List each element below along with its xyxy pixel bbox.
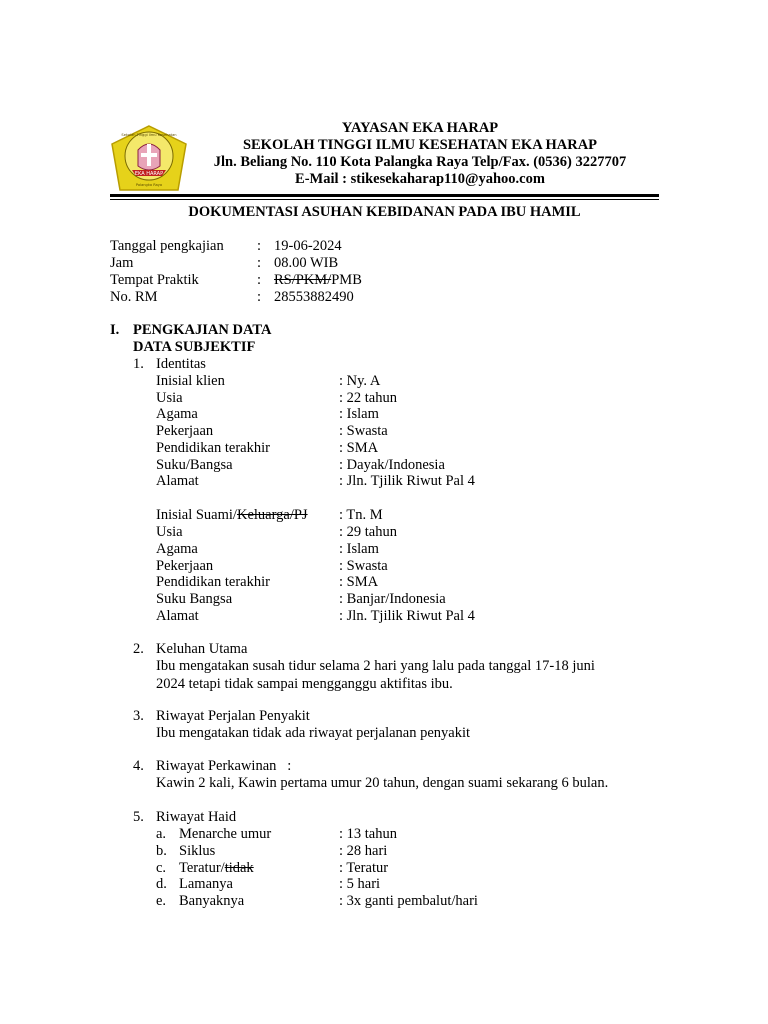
identity-value: : Islam: [339, 541, 379, 557]
keluhan-text-1: Ibu mengatakan susah tidur selama 2 hari yang lalu pada tanggal 17-18 juni: [156, 658, 595, 674]
logo-banner-text: EKA HARAP: [134, 171, 164, 177]
meta-colon: :: [257, 238, 262, 254]
meta-colon: :: [257, 255, 262, 271]
identity-value: : SMA: [339, 440, 379, 456]
identity-value-text: Swasta: [346, 423, 388, 439]
letterhead-line-2: SEKOLAH TINGGI ILMU KESEHATAN EKA HARAP: [242, 137, 598, 153]
penyakit-heading: Riwayat Perjalan Penyakit: [156, 708, 310, 724]
suami-label: [156, 507, 308, 524]
identity-value-text: Swasta: [346, 558, 388, 574]
suami-value: : Tn. M: [339, 507, 383, 523]
haid-label: Menarche umur: [179, 826, 272, 842]
penyakit-text: Ibu mengatakan tidak ada riwayat perjalanan penyakit: [156, 725, 471, 741]
letterhead-email: E-Mail : stikesekaharap110@yahoo.com: [295, 171, 545, 187]
identity-value-text: 29 tahun: [346, 524, 397, 540]
identity-label: Inisial klien: [156, 373, 225, 389]
meta-value-date: 19-06-2024: [274, 238, 342, 254]
identity-value-text: SMA: [346, 440, 379, 456]
identity-label: Pekerjaan: [156, 423, 214, 439]
meta-place-struck: RS/PKM/: [274, 272, 332, 288]
suami-label-struck: Keluarga/PJ: [236, 507, 308, 523]
haid-value-text: 3x ganti pembalut/hari: [346, 893, 478, 909]
header-rule-thick: [110, 194, 659, 197]
meta-place-value: PMB: [331, 272, 362, 288]
document-title: DOKUMENTASI ASUHAN KEBIDANAN PADA IBU HAMIL: [188, 204, 581, 220]
keluhan-text-2: 2024 tetapi tidak sampai mengganggu aktifitas ibu.: [156, 676, 453, 692]
identity-value: : SMA: [339, 574, 379, 590]
letterhead-address: Jln. Beliang No. 110 Kota Palangka Raya Telp/Fax. (0536) 3227707: [213, 154, 627, 170]
identity-value-text: Jln. Tjilik Riwut Pal 4: [346, 473, 475, 489]
keluhan-heading: Keluhan Utama: [156, 641, 248, 657]
header-rule-thin: [110, 199, 659, 200]
identitas-heading: Identitas: [156, 356, 206, 372]
haid-letter: c.: [156, 860, 167, 876]
identity-label: Alamat: [156, 608, 199, 624]
perkawinan-text: Kawin 2 kali, Kawin pertama umur 20 tahun, dengan suami sekarang 6 bulan.: [156, 775, 609, 791]
meta-colon: :: [257, 272, 262, 288]
meta-value-time: 08.00 WIB: [274, 255, 339, 271]
identity-value: : Swasta: [339, 558, 388, 574]
identity-value: : Banjar/Indonesia: [339, 591, 446, 607]
meta-value-rm: 28553882490: [274, 289, 354, 305]
institution-logo: [110, 124, 188, 194]
haid-label: Banyaknya: [179, 893, 245, 909]
section-number: I.: [110, 322, 120, 338]
identity-label: Usia: [156, 390, 183, 406]
logo-top-text: Sekolah Tinggi Ilmu Kesehatan: [121, 133, 177, 137]
identity-value-text: SMA: [346, 574, 379, 590]
identity-value-text: Islam: [346, 541, 379, 557]
identity-label: Pekerjaan: [156, 558, 214, 574]
meta-value-place: [274, 272, 362, 289]
item-number: 1.: [133, 356, 144, 372]
item-number: 5.: [133, 809, 144, 825]
identity-value-text: Jln. Tjilik Riwut Pal 4: [346, 608, 475, 624]
haid-letter: b.: [156, 843, 167, 859]
item-number: 2.: [133, 641, 144, 657]
identity-value-text: 22 tahun: [346, 390, 397, 406]
section-title: PENGKAJIAN DATA: [133, 322, 272, 338]
identity-label: Pendidikan terakhir: [156, 574, 270, 590]
item-number: 4.: [133, 758, 144, 774]
identity-label: Suku/Bangsa: [156, 457, 233, 473]
identity-value-text: Ny. A: [346, 373, 381, 389]
haid-label: Siklus: [179, 843, 216, 859]
identity-value: : Jln. Tjilik Riwut Pal 4: [339, 608, 475, 624]
haid-value-text: 13 tahun: [346, 826, 397, 842]
meta-colon: :: [257, 289, 262, 305]
haid-value: : 28 hari: [339, 843, 388, 859]
letterhead-line-1: YAYASAN EKA HARAP: [341, 120, 499, 136]
haid-value: : 13 tahun: [339, 826, 397, 842]
haid-letter: e.: [156, 893, 167, 909]
meta-label-date: Tanggal pengkajian: [110, 238, 224, 254]
haid-label-plain: Teratur/: [179, 860, 225, 876]
identity-label: Usia: [156, 524, 183, 540]
haid-letter: a.: [156, 826, 167, 842]
haid-value: : 5 hari: [339, 876, 381, 892]
haid-letter: d.: [156, 876, 167, 892]
haid-heading: Riwayat Haid: [156, 809, 237, 825]
haid-value-text: Teratur: [346, 860, 389, 876]
identity-value: : Islam: [339, 406, 379, 422]
haid-value: : 3x ganti pembalut/hari: [339, 893, 478, 909]
identity-label: Suku Bangsa: [156, 591, 233, 607]
suami-initial: Tn. M: [346, 507, 383, 523]
identity-value: : 29 tahun: [339, 524, 397, 540]
meta-label-rm: No. RM: [110, 289, 158, 305]
identity-label: Agama: [156, 406, 198, 422]
identity-value: : Jln. Tjilik Riwut Pal 4: [339, 473, 475, 489]
identity-value: : Ny. A: [339, 373, 381, 389]
suami-label-plain: Inisial Suami/: [156, 507, 237, 523]
haid-label: Lamanya: [179, 876, 233, 892]
haid-label: [179, 860, 254, 877]
identity-value-text: Islam: [346, 406, 379, 422]
identity-value: : Swasta: [339, 423, 388, 439]
identity-label: Pendidikan terakhir: [156, 440, 270, 456]
identity-value: : Dayak/Indonesia: [339, 457, 445, 473]
haid-value: : Teratur: [339, 860, 389, 876]
identity-label: Agama: [156, 541, 198, 557]
haid-value-text: 28 hari: [346, 843, 388, 859]
perkawinan-heading: Riwayat Perkawinan :: [156, 758, 292, 774]
identity-value-text: Dayak/Indonesia: [346, 457, 445, 473]
haid-label-struck: tidak: [224, 860, 254, 876]
identity-label: Alamat: [156, 473, 199, 489]
identity-value-text: Banjar/Indonesia: [346, 591, 446, 607]
item-number: 3.: [133, 708, 144, 724]
section-subtitle: DATA SUBJEKTIF: [133, 339, 256, 355]
identity-value: : 22 tahun: [339, 390, 397, 406]
haid-value-text: 5 hari: [346, 876, 381, 892]
logo-bottom-text: Palangka Raya: [135, 183, 163, 187]
meta-label-time: Jam: [110, 255, 134, 271]
meta-label-place: Tempat Praktik: [110, 272, 199, 288]
